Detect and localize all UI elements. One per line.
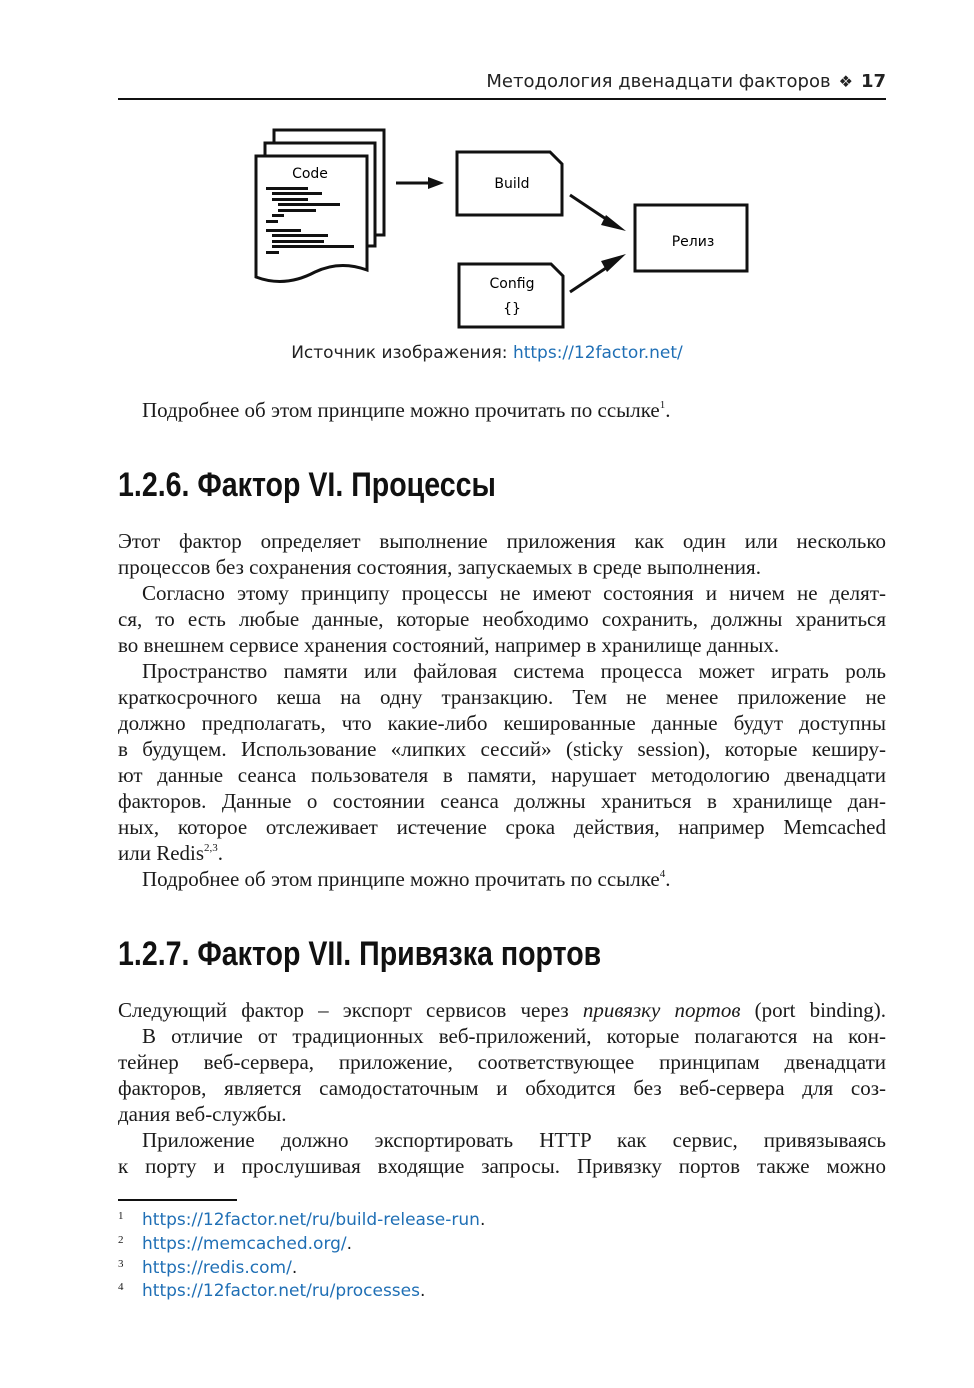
footnote-number: 3 — [118, 1258, 124, 1270]
running-header — [486, 71, 886, 92]
page-number: 17 — [860, 71, 886, 92]
intro-text: Подробнее об этом принципе можно прочитать по ссылке — [142, 398, 660, 422]
section-heading-port-binding: 1.2.7. Фактор VII. Привязка портов — [118, 935, 602, 973]
text-line: процессов без сохранения состояния, запускаемых в среде выполнения. — [118, 555, 761, 579]
italic-term: привязку портов — [582, 998, 741, 1022]
text-line: Этот фактор определяет выполнение приложения как один или несколько — [118, 529, 886, 553]
footnote-ref[interactable]: 4 — [659, 868, 666, 880]
text-line: должно предполагать, что какие-либо кешированные данные будут доступны — [118, 711, 886, 735]
text-line: дания веб-службы. — [118, 1102, 287, 1126]
arrow-config-to-release — [570, 254, 626, 292]
footnote — [118, 1234, 352, 1254]
footnote-number: 2 — [118, 1234, 124, 1246]
header-title: Методология двенадцати факторов — [486, 71, 831, 92]
text-line: Пространство памяти или файловая система процесса может играть роль — [142, 659, 886, 683]
line-text: (port binding). — [740, 998, 886, 1022]
build-release-diagram — [240, 120, 760, 340]
text-line — [118, 866, 886, 892]
config-label: Config — [489, 276, 535, 292]
caption-link[interactable]: https://12factor.net/ — [512, 343, 683, 363]
period: . — [479, 1210, 486, 1230]
text-line: краткосрочного кеша на одну транзакцию. Тем не менее приложение не — [118, 685, 886, 709]
footnote — [118, 1258, 297, 1278]
footnote-rule — [118, 1199, 237, 1201]
footnote-ref[interactable]: 1 — [659, 399, 666, 411]
section-heading-processes: 1.2.6. Фактор VI. Процессы — [118, 466, 496, 504]
header-rule — [118, 98, 886, 100]
figure-caption — [0, 343, 974, 363]
footnote-link[interactable]: https://memcached.org/ — [142, 1234, 347, 1254]
footnote-number: 1 — [118, 1210, 124, 1222]
text-line: В отличие от традиционных веб-приложений, которые полагаются на кон- — [142, 1024, 886, 1048]
footnote-number: 4 — [118, 1281, 124, 1293]
section7-body — [118, 997, 886, 1179]
period: . — [419, 1281, 426, 1301]
text-line: факторов, является самодостаточным и обходится без веб-сервера для соз- — [118, 1076, 886, 1100]
period: . — [665, 867, 671, 891]
line-text: или Redis — [118, 841, 205, 865]
period: . — [665, 398, 671, 422]
text-line: тейнер веб-сервера, приложение, соответствующее принципам двенадцати — [118, 1050, 886, 1074]
caption-label: Источник изображения: — [291, 343, 513, 363]
footnote-link[interactable]: https://redis.com/ — [142, 1258, 292, 1278]
code-label: Code — [292, 166, 328, 182]
section6-body — [118, 528, 886, 892]
text-line — [118, 840, 886, 866]
period: . — [346, 1234, 353, 1254]
text-line: ют данные сеанса пользователя в памяти, нарушает методологию двенадцати — [118, 763, 886, 787]
release-label: Релиз — [671, 234, 715, 250]
period: . — [291, 1258, 298, 1278]
ornament-icon: ❖ — [838, 72, 853, 91]
text-line: к порту и прослушивая входящие запросы. Привязку портов также можно — [118, 1154, 886, 1178]
footnote-link[interactable]: https://12factor.net/ru/build-release-run — [142, 1210, 480, 1230]
text-line: в будущем. Использование «липких сессий» (sticky session), которые кеширу- — [118, 737, 886, 761]
arrow-code-to-build — [396, 177, 444, 189]
text-line: Согласно этому принципу процессы не имеют состояния и ничем не делят- — [142, 581, 886, 605]
intro-paragraph — [118, 397, 886, 423]
text-line — [118, 997, 886, 1023]
text-line: ся, то есть любые данные, которые необходимо сохранить, должны храниться — [118, 607, 886, 631]
arrow-build-to-release — [570, 195, 626, 231]
config-box — [459, 264, 563, 327]
footnote — [118, 1210, 485, 1230]
period: . — [217, 841, 224, 865]
footnote-ref[interactable]: 2,3 — [204, 842, 218, 854]
text-line: Приложение должно экспортировать HTTP как сервис, привязываясь — [142, 1128, 886, 1152]
config-braces: {} — [503, 301, 521, 317]
line-text: Подробнее об этом принципе можно прочитать по ссылке — [142, 867, 660, 891]
footnote — [118, 1281, 425, 1301]
text-line: во внешнем сервисе хранения состояний, например в хранилище данных. — [118, 633, 780, 657]
text-line: ных, которое отслеживает истечение срока действия, например Memcached — [118, 815, 886, 839]
line-text: Следующий фактор – экспорт сервисов через — [118, 998, 583, 1022]
text-line: факторов. Данные о состоянии сеанса должны храниться в хранилище дан- — [118, 789, 886, 813]
footnote-link[interactable]: https://12factor.net/ru/processes — [142, 1281, 420, 1301]
build-label: Build — [494, 176, 530, 192]
